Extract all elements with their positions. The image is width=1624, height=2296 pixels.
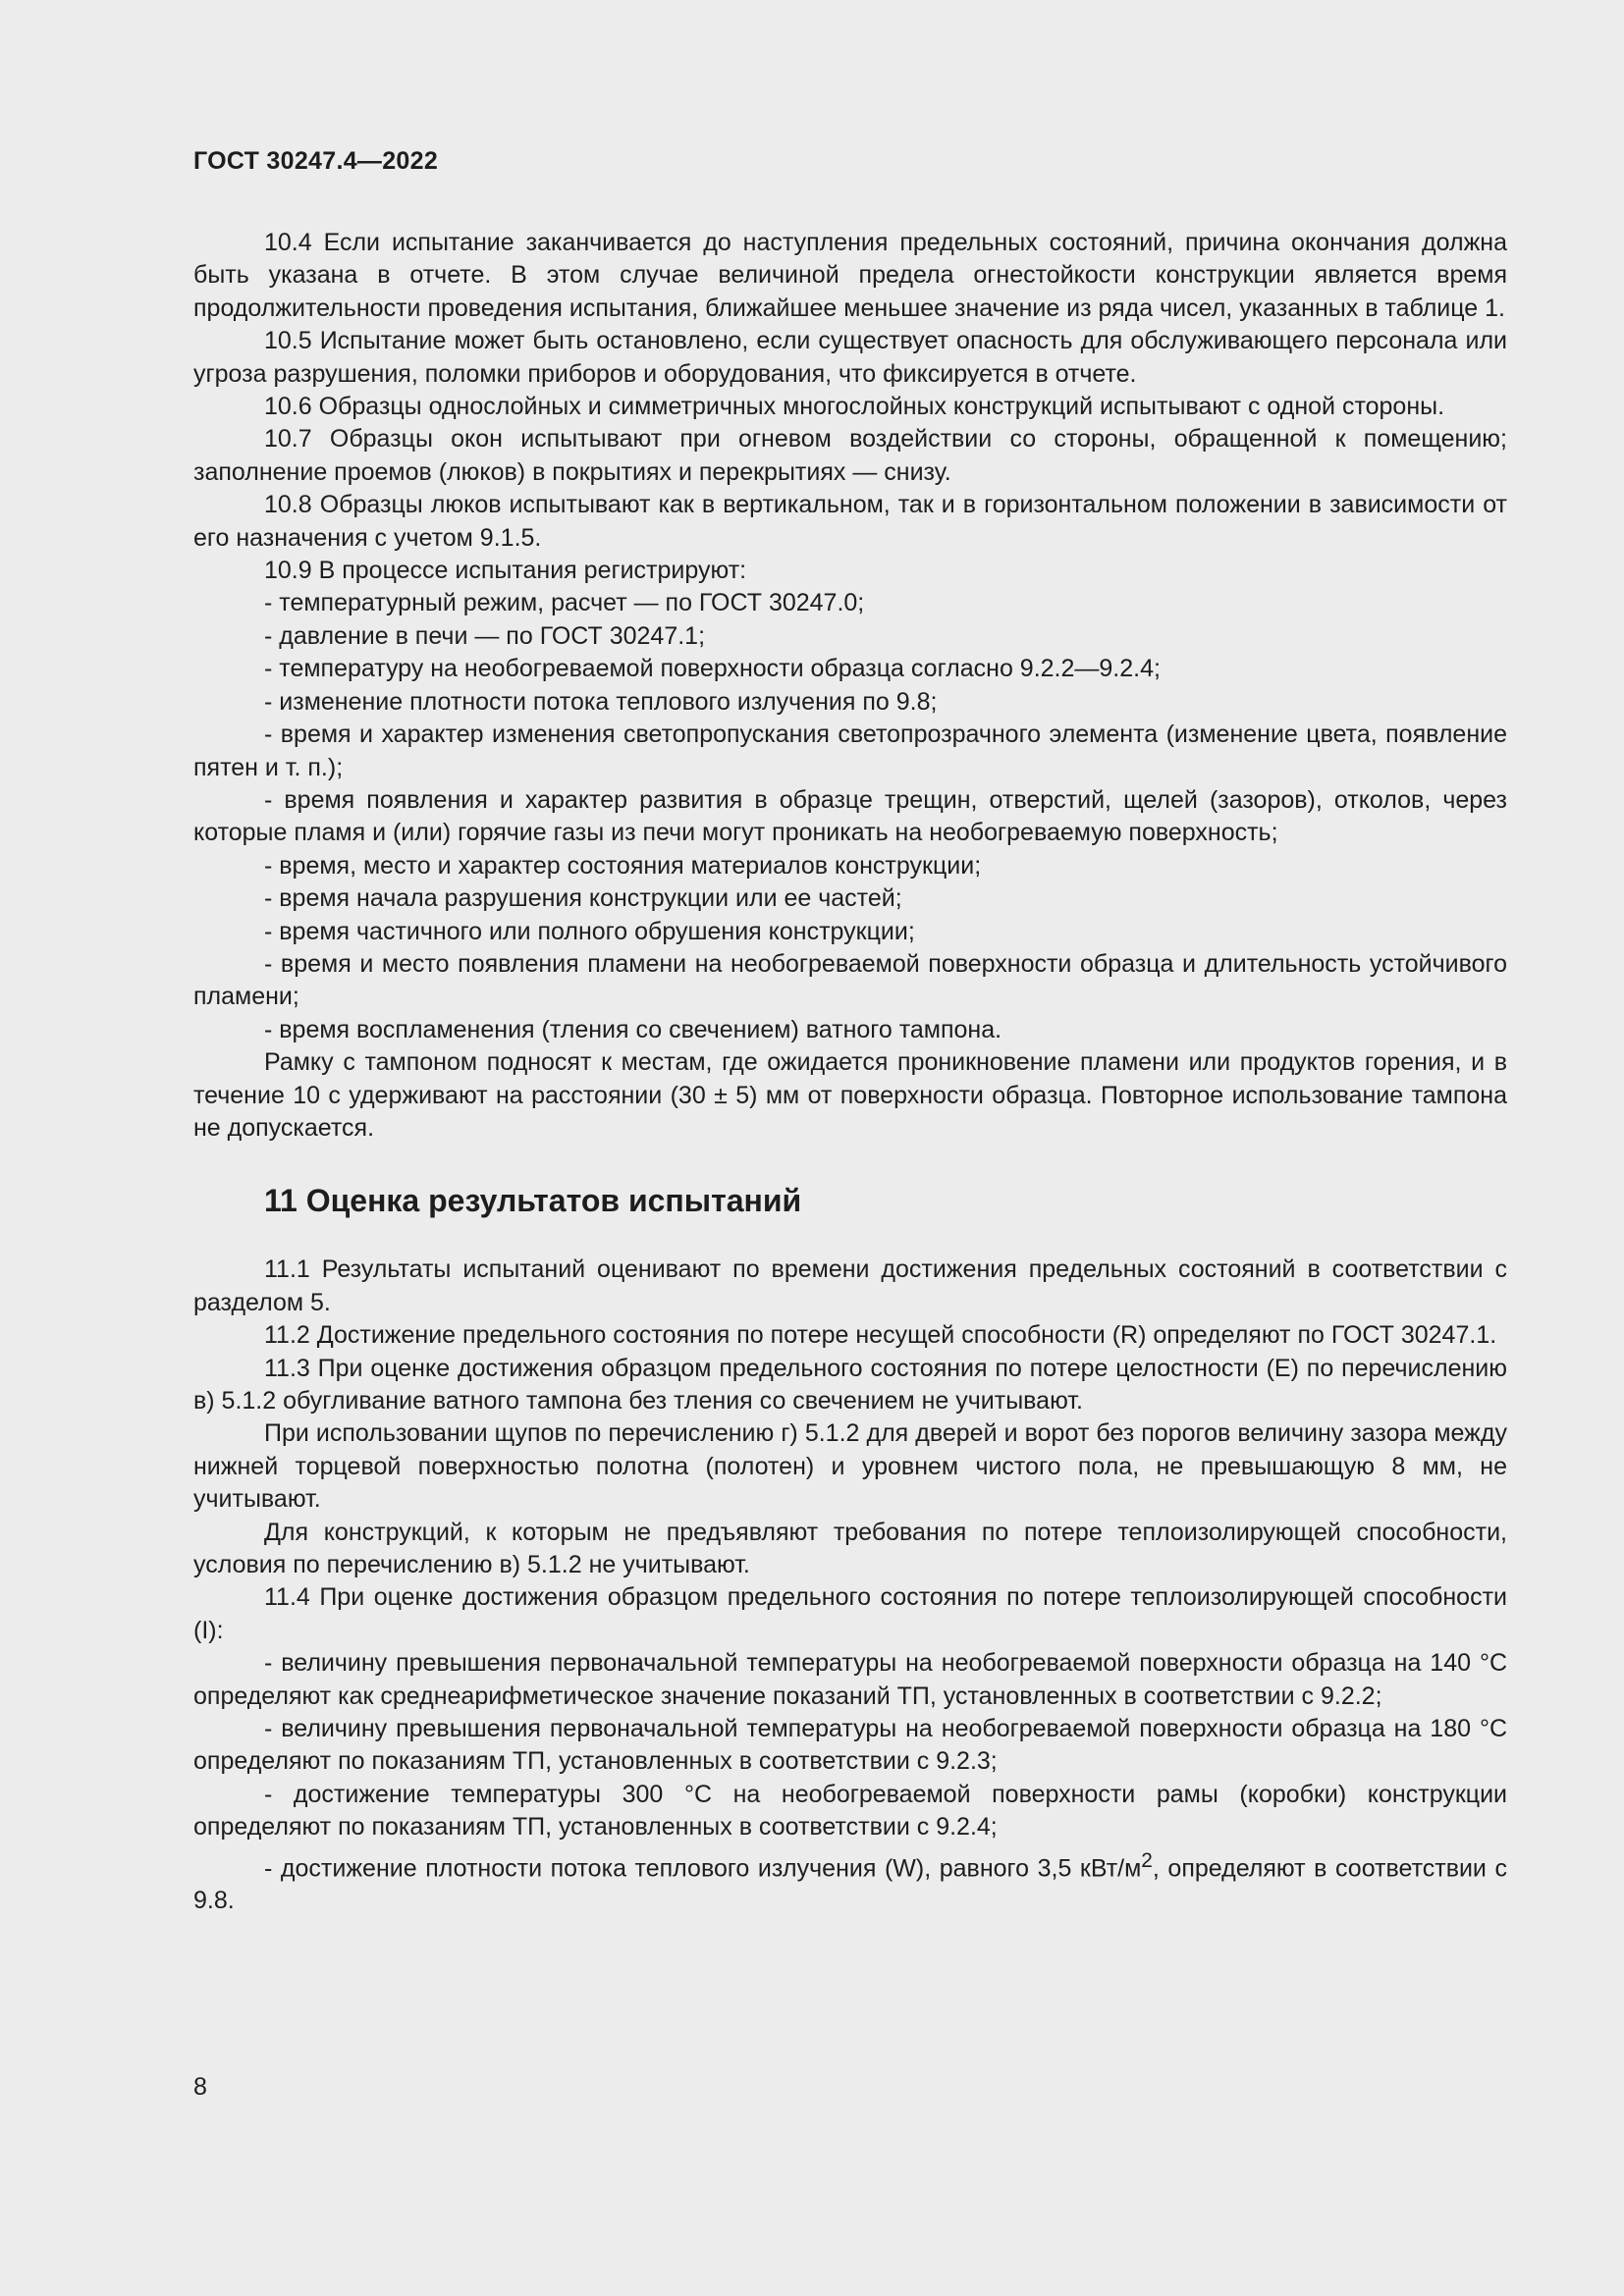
- paragraph-10-7: 10.7 Образцы окон испытывают при огневом воздействии со стороны, обращенной к помещению; заполнение проемов (люков) в покрытиях и перекрытиях — снизу.: [193, 425, 1507, 486]
- list-item: - время воспламенения (тления со свечением) ватного тампона.: [264, 1015, 1002, 1043]
- paragraph-10-6: 10.6 Образцы однослойных и симметричных многослойных конструкций испытывают с одной стороны.: [264, 393, 1445, 421]
- list-item: - температуру на необогреваемой поверхности образца согласно 9.2.2—9.2.4;: [264, 655, 1161, 683]
- paragraph-tampon-frame: Рамку с тампоном подносят к местам, где ожидается проникновение пламени или продуктов горения, и в течение 10 с удерживают на расстоянии (30 ± 5) мм от поверхности образца. Повторное использование тампона не допускается.: [193, 1048, 1507, 1142]
- list-item: [193, 1844, 1507, 1918]
- list-item: - время начала разрушения конструкции или ее частей;: [264, 884, 902, 913]
- list-item: - время частичного или полного обрушения конструкции;: [264, 917, 915, 945]
- list-item: - время и место появления пламени на необогреваемой поверхности образца и длительность устойчивого пламени;: [193, 949, 1507, 1011]
- paragraph-10-9: 10.9 В процессе испытания регистрируют:: [264, 557, 747, 585]
- paragraph-10-5: 10.5 Испытание может быть остановлено, если существует опасность для обслуживающего персонала или угроза разрушения, поломки приборов и оборудования, что фиксируется в отчете.: [193, 327, 1507, 388]
- paragraph-no-insulation: Для конструкций, к которым не предъявляют требования по потере теплоизолирующей способности, условия по перечислению в) 5.1.2 не учитывают.: [193, 1518, 1507, 1579]
- superscript: 2: [1141, 1848, 1153, 1872]
- list-item: - время появления и характер развития в образце трещин, отверстий, щелей (зазоров), отколов, через которые пламя и (или) горячие газы из печи могут проникать на необогреваемую поверхность;: [193, 785, 1507, 847]
- list-item: - изменение плотности потока теплового излучения по 9.8;: [264, 687, 938, 716]
- section-11-heading: 11 Оценка результатов испытаний: [264, 1183, 802, 1219]
- list-item: - давление в печи — по ГОСТ 30247.1;: [264, 621, 706, 650]
- paragraph-11-3: 11.3 При оценке достижения образцом предельного состояния по потере целостности (E) по перечислению в) 5.1.2 обугливание ватного тампона без тления со свечением не учитывают.: [193, 1354, 1507, 1415]
- paragraph-10-8: 10.8 Образцы люков испытывают как в вертикальном, так и в горизонтальном положении в зависимости от его назначения с учетом 9.1.5.: [193, 491, 1507, 552]
- paragraph-11-2: 11.2 Достижение предельного состояния по потере несущей способности (R) определяют по ГОСТ 30247.1.: [264, 1321, 1497, 1350]
- list-item: - величину превышения первоначальной температуры на необогреваемой поверхности образца на 180 °C определяют по показаниям ТП, установленных в соответствии с 9.2.3;: [193, 1715, 1507, 1776]
- list-item: - время, место и характер состояния материалов конструкции;: [264, 851, 982, 880]
- paragraph-11-4: 11.4 При оценке достижения образцом предельного состояния по потере теплоизолирующей способности (I):: [193, 1583, 1507, 1644]
- page-number: 8: [193, 2073, 207, 2101]
- list-item: - величину превышения первоначальной температуры на необогреваемой поверхности образца на 140 °C определяют как среднеарифметическое значение показаний ТП, установленных в соответствии с 9.2.2;: [193, 1649, 1507, 1710]
- paragraph-10-4: 10.4 Если испытание заканчивается до наступления предельных состояний, причина окончания должна быть указана в отчете. В этом случае величиной предела огнестойкости конструкции является время продолжительности проведения испытания, ближайшее меньшее значение из ряда чисел, указанных в таблице 1.: [193, 229, 1507, 322]
- document-code-header: ГОСТ 30247.4—2022: [193, 147, 439, 175]
- list-item-text: - достижение плотности потока теплового излучения (W), равного 3,5 кВт/м: [264, 1854, 1142, 1883]
- paragraph-11-1: 11.1 Результаты испытаний оценивают по времени достижения предельных состояний в соответствии с разделом 5.: [193, 1255, 1507, 1316]
- list-item: - достижение температуры 300 °C на необогреваемой поверхности рамы (коробки) конструкции определяют по показаниям ТП, установленных в соответствии с 9.2.4;: [193, 1780, 1507, 1842]
- document-body: [193, 227, 1507, 1918]
- list-item: - температурный режим, расчет — по ГОСТ 30247.0;: [264, 589, 865, 617]
- paragraph-probes: При использовании щупов по перечислению г) 5.1.2 для дверей и ворот без порогов величину зазора между нижней торцевой поверхностью полотна (полотен) и уровнем чистого пола, не превышающую 8 мм, не учитывают.: [193, 1419, 1507, 1514]
- list-item-text-end: , определяют в соответствии с 9.8.: [193, 1854, 1507, 1915]
- list-item: - время и характер изменения светопропускания светопрозрачного элемента (изменение цвета, появление пятен и т. п.);: [193, 721, 1507, 781]
